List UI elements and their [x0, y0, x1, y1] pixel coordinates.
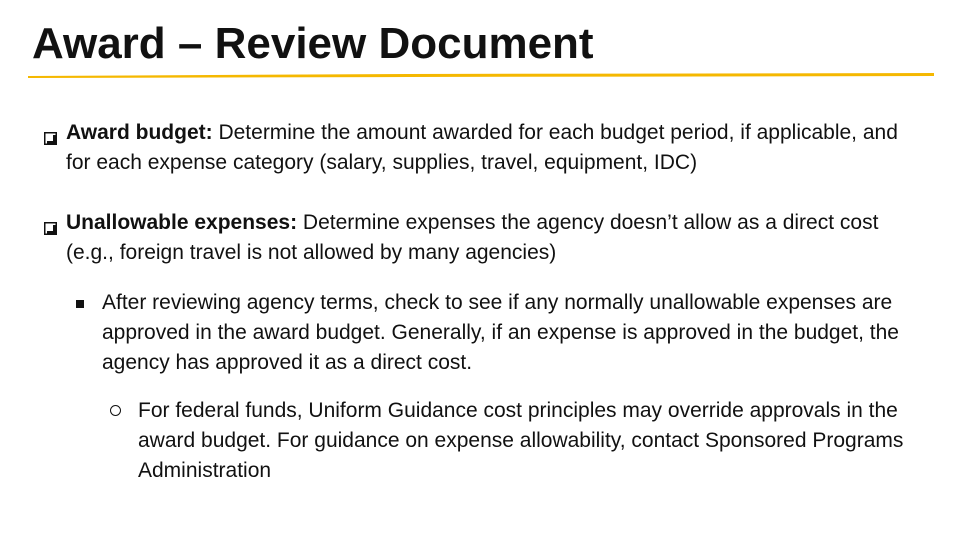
sub-bullet-agency-terms: [44, 288, 914, 378]
bullet-text-award-budget: Determine the amount awarded for each budget period, if applicable, and for each expense category (salary, supplies, travel, equipment, IDC): [66, 121, 898, 174]
bullet-text-unallowable-expenses: Determine expenses the agency doesn’t allow as a direct cost (e.g., foreign travel is not allowed by many agencies): [66, 211, 879, 264]
bullet-item-unallowable-expenses: [44, 208, 914, 268]
hollow-circle-icon: [110, 405, 121, 416]
sub-sub-bullet-federal-funds: [44, 396, 914, 486]
sub-bullet-text-agency-terms: After reviewing agency terms, check to see if any normally unallowable expenses are approved in the award budget. Generally, if an expense is approved in the budget, the agency has approved it as a direct cost.: [102, 291, 899, 374]
slide-body: [44, 118, 914, 486]
checkbox-square-icon: [44, 124, 57, 137]
sub-sub-bullet-text-federal-funds: For federal funds, Uniform Guidance cost principles may override approvals in the award budget. For guidance on expense allowability, contact Sponsored Programs Administration: [138, 399, 904, 482]
filled-square-icon: [76, 300, 84, 308]
slide-title: Award – Review Document: [32, 19, 594, 68]
bullet-lead-award-budget: Award budget:: [66, 121, 213, 144]
checkbox-square-icon: [44, 214, 57, 227]
bullet-lead-unallowable-expenses: Unallowable expenses:: [66, 211, 298, 234]
title-underline: [28, 72, 934, 78]
bullet-item-award-budget: [44, 118, 914, 178]
